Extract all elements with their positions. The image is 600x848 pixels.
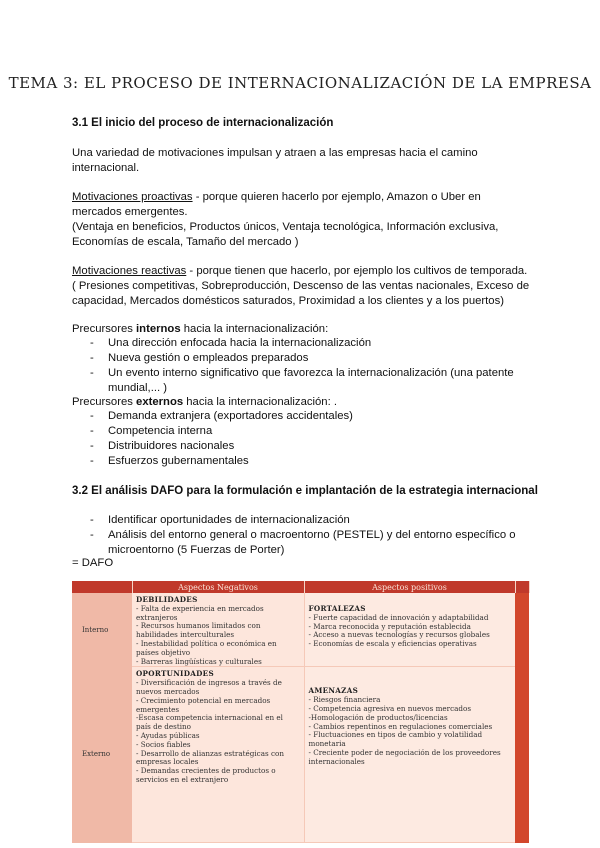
page-title: TEMA 3: EL PROCESO DE INTERNACIONALIZACIÓN DE LA EMPRESA [8, 74, 592, 92]
external-precursors-list [90, 409, 530, 469]
dafo-cell-fortalezas [304, 593, 515, 667]
dafo-cell-debilidades [132, 593, 304, 667]
section-heading-3-2: 3.2 El análisis DAFO para la formulación e implantación de la estrategia internacional [72, 485, 538, 497]
dafo-row-label-internal: Interno [72, 593, 132, 667]
list-item: - Acceso a nuevas tecnologías y recursos globales [308, 630, 490, 640]
dafo-cell-oportunidades [132, 667, 304, 843]
dafo-header-row [72, 581, 529, 593]
dafo-row-internal [72, 593, 529, 667]
dafo-header-negative: Aspectos Negativos [132, 581, 304, 593]
proactive-label: Motivaciones proactivas [72, 191, 193, 203]
dafo-header-positive: Aspectos positivos [304, 581, 515, 593]
list-item: - Desarrollo de alianzas estratégicas con empresas locales [136, 748, 284, 767]
list-item: - Identificar oportunidades de internacionalización [90, 513, 530, 528]
proactive-list: (Ventaja en beneficios, Productos únicos, Ventaja tecnológica, Información exclusiva, Economías de escala, Tamaño del mercado ) [72, 221, 499, 248]
dafo-purpose-list [90, 513, 530, 558]
external-precursors-heading [72, 395, 532, 410]
debilidades-title: DEBILIDADES [136, 595, 198, 604]
list-item: - Creciente poder de negociación de los proveedores internacionales [308, 747, 501, 766]
dafo-cell-amenazas [304, 667, 515, 843]
fortalezas-title: FORTALEZAS [308, 604, 366, 613]
list-item: - Fluctuaciones en tipos de cambio y volatilidad monetaria [308, 730, 483, 749]
list-item: - Esfuerzos gubernamentales [90, 454, 530, 469]
list-item: - Nueva gestión o empleados preparados [90, 351, 530, 366]
internal-post-text: hacia la internacionalización: [180, 323, 329, 335]
dafo-side-bar [515, 667, 529, 843]
intro-paragraph: Una variedad de motivaciones impulsan y atraen a las empresas hacia el camino internacional. [72, 147, 478, 174]
external-bold-text: externos [136, 396, 184, 408]
list-item: - Ayudas públicas [136, 730, 200, 740]
list-item: - Economías de escala y eficiencias operativas [308, 639, 477, 649]
section-heading-3-1: 3.1 El inicio del proceso de internacionalización [72, 117, 334, 129]
dafo-equals: = DAFO [72, 557, 114, 569]
dafo-side-bar [515, 593, 529, 667]
internal-precursors-heading [72, 322, 532, 337]
list-item: - Riesgos financiera [308, 695, 381, 705]
dafo-header-bar [515, 581, 529, 593]
list-item: - Competencia agresiva en nuevos mercados [308, 703, 472, 713]
list-item: -Escasa competencia internacional en el país de destino [136, 713, 283, 732]
amenazas-title: AMENAZAS [308, 686, 359, 696]
list-item: - Demandas crecientes de productos o servicios en el extranjero [136, 766, 276, 784]
dafo-corner [72, 581, 132, 593]
reactive-paragraph [72, 264, 532, 279]
list-item: -Homologación de productos/licencias [308, 712, 448, 722]
list-item: - Competencia interna [90, 424, 530, 439]
list-item: - Recursos humanos limitados con habilidades interculturales [136, 621, 261, 640]
list-item: - Cambios repentinos en regulaciones comerciales [308, 721, 493, 731]
list-item: - Falta de experiencia en mercados extranjeros [136, 603, 264, 622]
list-item: - Marca reconocida y reputación establecida [308, 621, 471, 631]
internal-precursors-list [90, 336, 530, 396]
list-item: - Demanda extranjera (exportadores accidentales) [90, 409, 530, 424]
proactive-text: - porque quieren hacerlo por ejemplo, Amazon o Uber en mercados emergentes. [72, 191, 481, 218]
dafo-row-label-external: Externo [72, 667, 132, 843]
list-item: - Fuerte capacidad de innovación y adaptabilidad [308, 612, 489, 622]
reactive-label: Motivaciones reactivas [72, 265, 187, 277]
dafo-row-external [72, 667, 529, 843]
internal-bold-text: internos [136, 323, 181, 335]
internal-pre-text: Precursores [72, 323, 137, 335]
dafo-table [72, 581, 530, 843]
list-item: - Barreras lingüísticas y culturales [136, 656, 262, 666]
external-pre-text: Precursores [72, 396, 137, 408]
oportunidades-title: OPORTUNIDADES [136, 669, 214, 679]
proactive-paragraph [72, 190, 532, 220]
reactive-text: - porque tienen que hacerlo, por ejemplo los cultivos de temporada. [186, 265, 528, 277]
reactive-list: ( Presiones competitivas, Sobreproducción, Descenso de las ventas nacionales, Exceso de capacidad, Mercados domésticos saturados, Proximidad a los clientes y a los puertos) [72, 280, 530, 307]
list-item: - Un evento interno significativo que favorezca la internacionalización (una patente mundial,... ) [90, 366, 530, 396]
list-item: - Inestabilidad política o económica en países objetivo [136, 638, 277, 657]
list-item: - Socios fiables [136, 739, 191, 749]
list-item: - Crecimiento potencial en mercados emergentes [136, 695, 271, 714]
list-item: - Análisis del entorno general o macroentorno (PESTEL) y del entorno específico o microentorno (5 Fuerzas de Porter) [90, 528, 530, 558]
list-item: - Diversificación de ingresos a través de nuevos mercados [136, 678, 282, 696]
list-item: - Distribuidores nacionales [90, 439, 530, 454]
list-item: - Una dirección enfocada hacia la internacionalización [90, 336, 530, 351]
external-post-text: hacia la internacionalización: . [183, 396, 337, 408]
